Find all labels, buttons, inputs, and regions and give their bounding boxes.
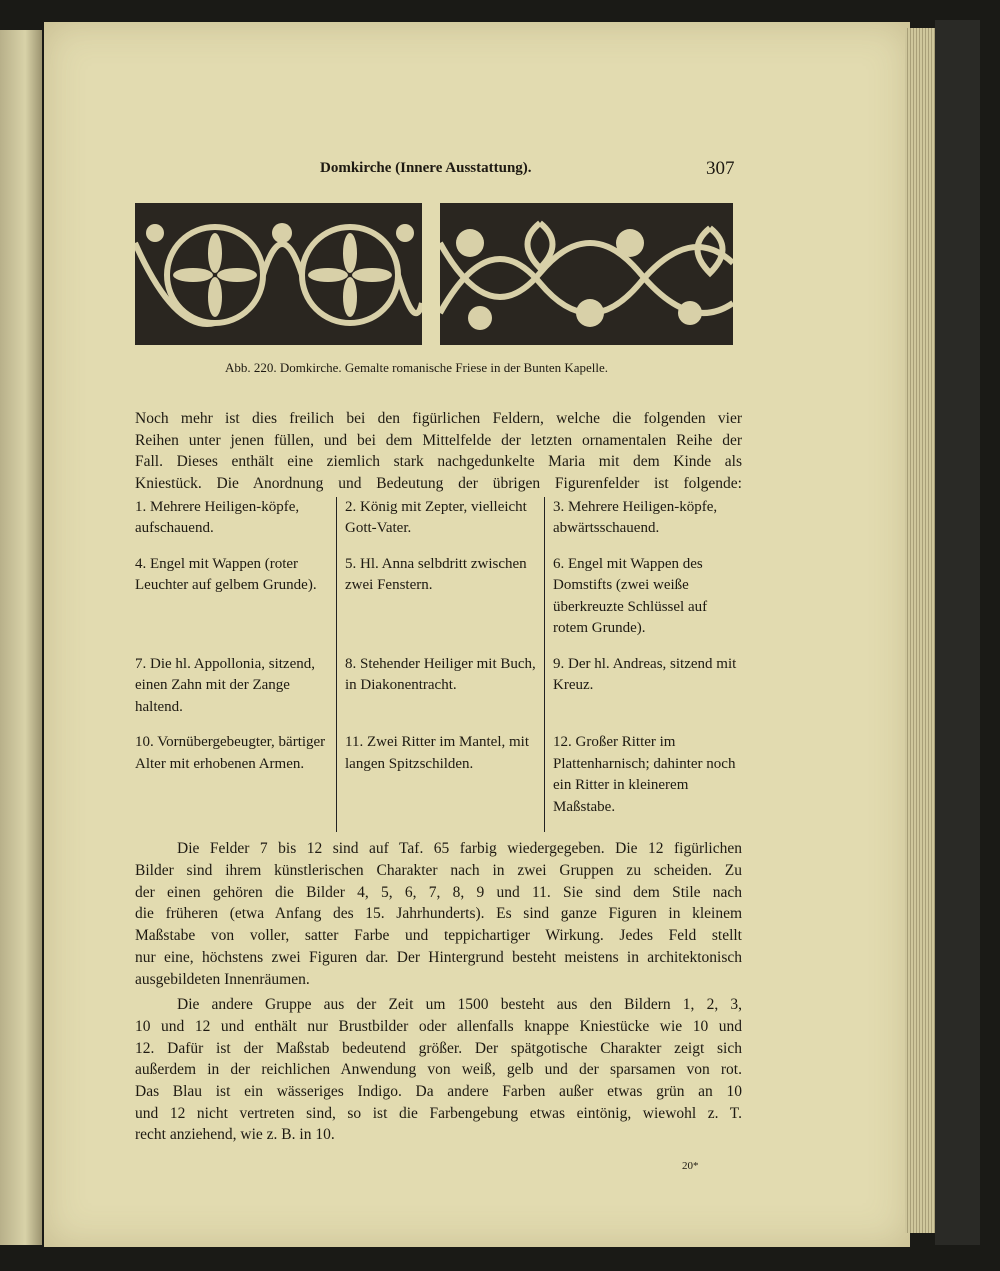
- text-line: Reihen unter jenen füllen, und bei dem Mittelfelde der letzten ornamentalen Reihe der: [135, 431, 742, 449]
- page-number: 307: [706, 158, 735, 179]
- book-cover: [935, 20, 980, 1245]
- text-line: und 12 nicht vertreten sind, so ist die Farbengebung etwas eintönig, wiewohl z. T.: [135, 1104, 742, 1122]
- intro-paragraph: [135, 408, 742, 495]
- table-cell: 3. Mehrere Heiligen-köpfe, abwärtsschauend.: [544, 497, 742, 554]
- signature-mark: 20*: [682, 1160, 699, 1173]
- text-line: Das Blau ist ein wässeriges Indigo. Da andere Farben außer etwas grün an 10: [135, 1083, 742, 1101]
- frieze-image-left: [135, 203, 422, 345]
- text-line: Maßstabe von voller, satter Farbe und teppichartiger Wirkung. Jedes Feld stellt: [135, 927, 742, 945]
- body-text: [135, 408, 742, 1178]
- table-cell: 5. Hl. Anna selbdritt zwischen zwei Fenstern.: [336, 554, 544, 654]
- table-cell: 7. Die hl. Appollonia, sitzend, einen Zahn mit der Zange haltend.: [135, 655, 315, 715]
- text-line: 12. Dafür ist der Maßstab bedeutend größer. Der spätgotische Charakter zeigt sich: [135, 1039, 742, 1057]
- text-line: ausgebildeten Innenräumen.: [135, 970, 310, 988]
- table-cell: 11. Zwei Ritter im Mantel, mit langen Spitzschilden.: [336, 732, 544, 832]
- text-line: die früheren (etwa Anfang des 15. Jahrhunderts). Es sind ganze Figuren in kleinem: [135, 905, 742, 923]
- running-title: Domkirche (Innere Ausstattung).: [320, 160, 532, 176]
- table-cell: 6. Engel mit Wappen des Domstifts (zwei weiße überkreuzte Schlüssel auf rotem Grunde).: [544, 554, 742, 654]
- paragraph-2: [135, 994, 742, 1146]
- text-line: Kniestück. Die Anordnung und Bedeutung der übrigen Figurenfelder ist folgende:: [135, 475, 742, 493]
- table-cell: 4. Engel mit Wappen (roter Leuchter auf gelbem Grunde).: [135, 555, 317, 594]
- paragraph-1: [135, 838, 742, 990]
- text-line: recht anziehend, wie z. B. in 10.: [135, 1126, 335, 1144]
- text-line: Die Felder 7 bis 12 sind auf Taf. 65 farbig wiedergegeben. Die 12 figürlichen: [177, 840, 742, 858]
- page-edges: [905, 28, 935, 1233]
- table-cell: 2. König mit Zepter, vielleicht Gott-Vater.: [336, 497, 544, 554]
- table-cell: 1. Mehrere Heiligen-köpfe, aufschauend.: [135, 498, 300, 537]
- table-cell: 8. Stehender Heiliger mit Buch, in Diakonentracht.: [336, 654, 544, 733]
- text-line: Bilder sind ihrem künstlerischen Charakter nach in zwei Gruppen zu scheiden. Zu: [135, 862, 742, 880]
- text-line: Fall. Dieses enthält eine ziemlich stark nachgedunkelte Maria mit dem Kinde als: [135, 453, 742, 471]
- text-line: nur eine, höchstens zwei Figuren dar. Der Hintergrund besteht meistens in architektonisch: [135, 948, 742, 966]
- text-line: außerdem in der reichlichen Anwendung von weiß, gelb und der sparsamen von rot.: [135, 1061, 742, 1079]
- left-page-edge: [0, 30, 42, 1245]
- table-cell: 9. Der hl. Andreas, sitzend mit Kreuz.: [544, 654, 742, 733]
- text-line: Noch mehr ist dies freilich bei den figürlichen Feldern, welche die folgenden vier: [135, 410, 742, 427]
- figure-fields-table: [135, 497, 742, 833]
- text-line: 10 und 12 und enthält nur Brustbilder oder allenfalls knappe Kniestücke wie 10 und: [135, 1017, 742, 1035]
- table-cell: 10. Vornübergebeugter, bärtiger Alter mit erhobenen Armen.: [135, 734, 326, 772]
- frieze-image-right: [440, 203, 733, 345]
- table-cell: 12. Großer Ritter im Plattenharnisch; dahinter noch ein Ritter in kleinerem Maßstabe.: [544, 732, 742, 832]
- figure-caption: Abb. 220. Domkirche. Gemalte romanische Friese in der Bunten Kapelle.: [225, 360, 609, 375]
- text-line: der einen gehören die Bilder 4, 5, 6, 7, 8, 9 und 11. Sie sind dem Stile nach: [135, 883, 742, 901]
- text-line: Die andere Gruppe aus der Zeit um 1500 besteht aus den Bildern 1, 2, 3,: [177, 996, 742, 1014]
